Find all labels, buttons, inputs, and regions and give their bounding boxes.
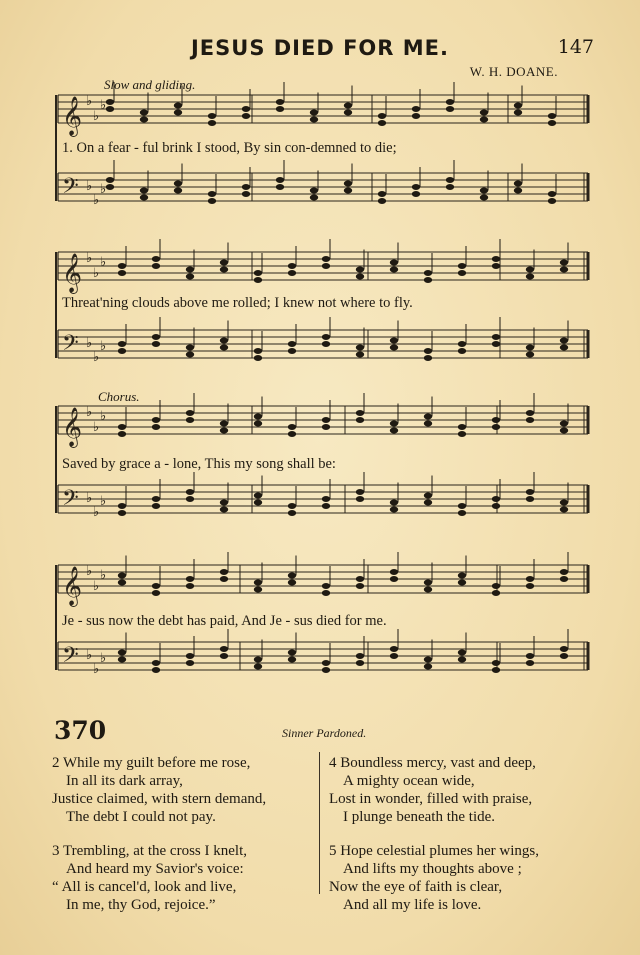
note-head — [288, 580, 296, 586]
note-head — [118, 510, 126, 516]
note-head — [560, 500, 568, 506]
note-head — [446, 106, 454, 112]
note-head — [390, 260, 398, 266]
verse-line: 5 Hope celestial plumes her wings, — [329, 843, 539, 859]
treble-clef-icon: 𝄞 — [62, 566, 83, 606]
flat-icon: ♭ — [100, 494, 107, 509]
note-head — [242, 113, 250, 119]
note-head — [254, 580, 262, 586]
note-head — [220, 646, 228, 652]
note-head — [560, 646, 568, 652]
note-head — [208, 198, 216, 204]
note-head — [514, 181, 522, 187]
note-head — [526, 267, 534, 273]
verse-4 — [329, 754, 539, 826]
flat-icon: ♭ — [86, 564, 93, 579]
note-head — [152, 667, 160, 673]
note-head — [174, 103, 182, 109]
note-head — [526, 274, 534, 280]
note-head — [424, 348, 432, 354]
note-head — [186, 417, 194, 423]
note-head — [492, 341, 500, 347]
note-head — [186, 583, 194, 589]
note-head — [254, 277, 262, 283]
note-head — [242, 184, 250, 190]
note-head — [480, 110, 488, 116]
verse-2 — [52, 754, 266, 826]
note-head — [356, 267, 364, 273]
note-head — [288, 263, 296, 269]
flat-icon: ♭ — [86, 491, 93, 506]
flat-icon: ♭ — [86, 179, 93, 194]
note-head — [242, 106, 250, 112]
note-head — [152, 424, 160, 430]
note-head — [118, 348, 126, 354]
lyric-line-4: Je - sus now the debt has paid, And Je - sus died for me. — [62, 613, 387, 629]
note-head — [208, 120, 216, 126]
note-head — [424, 500, 432, 506]
note-head — [560, 428, 568, 434]
note-head — [390, 507, 398, 513]
note-head — [118, 424, 126, 430]
note-head — [458, 573, 466, 579]
note-head — [186, 345, 194, 351]
note-head — [140, 188, 148, 194]
note-head — [526, 489, 534, 495]
flat-icon: ♭ — [93, 579, 100, 594]
note-head — [424, 270, 432, 276]
note-head — [208, 113, 216, 119]
note-head — [152, 417, 160, 423]
note-head — [492, 503, 500, 509]
note-head — [152, 263, 160, 269]
note-head — [424, 421, 432, 427]
note-head — [152, 590, 160, 596]
note-head — [322, 590, 330, 596]
note-head — [548, 198, 556, 204]
flat-icon: ♭ — [100, 409, 107, 424]
verse-line: And all my life is love. — [343, 897, 482, 913]
note-head — [480, 117, 488, 123]
flat-icon: ♭ — [86, 251, 93, 266]
note-head — [356, 583, 364, 589]
note-head — [492, 256, 500, 262]
verse-5 — [329, 842, 539, 914]
note-head — [186, 496, 194, 502]
note-head — [254, 657, 262, 663]
note-head — [220, 507, 228, 513]
tempo-marking: Slow and gliding. — [104, 77, 196, 92]
note-head — [174, 188, 182, 194]
note-head — [152, 334, 160, 340]
note-head — [390, 421, 398, 427]
note-head — [288, 341, 296, 347]
note-head — [492, 660, 500, 666]
note-head — [390, 646, 398, 652]
note-head — [288, 270, 296, 276]
verse-line: “ All is cancel'd, look and live, — [52, 879, 237, 895]
note-head — [118, 650, 126, 656]
note-head — [322, 503, 330, 509]
note-head — [356, 417, 364, 423]
page-number: 147 — [557, 36, 594, 58]
note-head — [322, 667, 330, 673]
hymn-title: JESUS DIED FOR ME. — [190, 36, 449, 60]
note-head — [118, 431, 126, 437]
note-head — [560, 267, 568, 273]
note-head — [174, 181, 182, 187]
note-head — [322, 583, 330, 589]
note-head — [140, 110, 148, 116]
note-head — [514, 110, 522, 116]
note-head — [356, 496, 364, 502]
note-head — [378, 120, 386, 126]
note-head — [356, 352, 364, 358]
note-head — [548, 191, 556, 197]
note-head — [310, 110, 318, 116]
note-head — [220, 338, 228, 344]
note-head — [412, 113, 420, 119]
bass-clef-icon: 𝄢 — [62, 643, 79, 673]
note-head — [310, 117, 318, 123]
note-head — [288, 431, 296, 437]
composer-credit: W. H. DOANE. — [469, 64, 558, 79]
note-head — [276, 106, 284, 112]
note-head — [106, 177, 114, 183]
bass-clef-icon: 𝄢 — [62, 174, 79, 204]
note-head — [288, 573, 296, 579]
note-head — [560, 507, 568, 513]
treble-clef-icon: 𝄞 — [62, 253, 83, 293]
note-head — [492, 667, 500, 673]
flat-icon: ♭ — [86, 405, 93, 420]
chorus-marking: Chorus. — [98, 389, 140, 404]
verses-right-column — [329, 754, 539, 930]
note-head — [276, 99, 284, 105]
note-head — [526, 352, 534, 358]
flat-icon: ♭ — [100, 255, 107, 270]
note-head — [106, 184, 114, 190]
note-head — [220, 345, 228, 351]
verse-line: In all its dark array, — [66, 773, 183, 789]
verse-line: 4 Boundless mercy, vast and deep, — [329, 755, 536, 771]
note-head — [322, 424, 330, 430]
verse-line: Justice claimed, with stern demand, — [52, 791, 267, 807]
note-head — [424, 664, 432, 670]
note-head — [118, 573, 126, 579]
note-head — [458, 580, 466, 586]
note-head — [322, 660, 330, 666]
note-head — [458, 263, 466, 269]
note-head — [322, 417, 330, 423]
note-head — [548, 120, 556, 126]
note-head — [310, 188, 318, 194]
note-head — [310, 195, 318, 201]
note-head — [526, 345, 534, 351]
note-head — [288, 503, 296, 509]
bass-clef-icon: 𝄢 — [62, 331, 79, 361]
note-head — [458, 424, 466, 430]
flat-icon: ♭ — [93, 420, 100, 435]
note-head — [186, 660, 194, 666]
note-head — [288, 510, 296, 516]
note-head — [254, 500, 262, 506]
note-head — [118, 263, 126, 269]
note-head — [344, 181, 352, 187]
verse-line: Now the eye of faith is clear, — [329, 879, 503, 895]
flat-icon: ♭ — [100, 339, 107, 354]
note-head — [378, 198, 386, 204]
note-head — [560, 653, 568, 659]
note-head — [458, 341, 466, 347]
note-head — [118, 341, 126, 347]
note-head — [526, 653, 534, 659]
note-head — [514, 188, 522, 194]
note-head — [492, 590, 500, 596]
note-head — [106, 106, 114, 112]
lyric-line-3: Saved by grace a - lone, This my song shall be: — [62, 456, 336, 472]
note-head — [356, 660, 364, 666]
note-head — [186, 410, 194, 416]
flat-icon: ♭ — [86, 336, 93, 351]
note-head — [242, 191, 250, 197]
note-head — [276, 177, 284, 183]
note-head — [492, 424, 500, 430]
note-head — [344, 110, 352, 116]
note-head — [288, 424, 296, 430]
note-head — [446, 99, 454, 105]
note-head — [514, 103, 522, 109]
note-head — [526, 410, 534, 416]
note-head — [254, 421, 262, 427]
note-head — [378, 191, 386, 197]
note-head — [186, 489, 194, 495]
note-head — [322, 496, 330, 502]
note-head — [390, 576, 398, 582]
note-head — [186, 267, 194, 273]
verse-line: 3 Trembling, at the cross I knelt, — [52, 843, 247, 859]
note-head — [526, 496, 534, 502]
note-head — [458, 657, 466, 663]
note-head — [526, 576, 534, 582]
note-head — [254, 493, 262, 499]
hymn-number: 370 — [54, 716, 107, 745]
flat-icon: ♭ — [100, 98, 107, 113]
note-head — [390, 500, 398, 506]
note-head — [526, 417, 534, 423]
treble-clef-icon: 𝄞 — [62, 407, 83, 447]
note-head — [186, 352, 194, 358]
note-head — [220, 576, 228, 582]
note-head — [424, 414, 432, 420]
note-head — [492, 334, 500, 340]
verse-3 — [52, 842, 266, 914]
note-head — [288, 348, 296, 354]
note-head — [412, 184, 420, 190]
note-head — [560, 576, 568, 582]
note-head — [140, 195, 148, 201]
note-head — [254, 348, 262, 354]
verse-line: A mighty ocean wide, — [343, 773, 475, 789]
note-head — [424, 277, 432, 283]
note-head — [458, 431, 466, 437]
note-head — [560, 569, 568, 575]
note-head — [548, 113, 556, 119]
note-head — [480, 195, 488, 201]
note-head — [276, 184, 284, 190]
note-head — [526, 583, 534, 589]
note-head — [186, 653, 194, 659]
verse-line: I plunge beneath the tide. — [343, 809, 496, 825]
note-head — [118, 270, 126, 276]
note-head — [220, 260, 228, 266]
flat-icon: ♭ — [93, 505, 100, 520]
flat-icon: ♭ — [93, 109, 100, 124]
note-head — [458, 270, 466, 276]
note-head — [390, 338, 398, 344]
note-head — [322, 263, 330, 269]
treble-clef-icon: 𝄞 — [62, 96, 83, 136]
flat-icon: ♭ — [100, 182, 107, 197]
verse-line: Lost in wonder, filled with praise, — [329, 791, 533, 807]
note-head — [378, 113, 386, 119]
note-head — [390, 428, 398, 434]
note-head — [220, 267, 228, 273]
note-head — [424, 493, 432, 499]
flat-icon: ♭ — [86, 648, 93, 663]
note-head — [152, 496, 160, 502]
note-head — [390, 569, 398, 575]
note-head — [560, 345, 568, 351]
note-head — [220, 500, 228, 506]
verse-line: And lifts my thoughts above ; — [343, 861, 522, 877]
note-head — [344, 188, 352, 194]
note-head — [220, 653, 228, 659]
note-head — [288, 657, 296, 663]
note-head — [152, 256, 160, 262]
flat-icon: ♭ — [100, 568, 107, 583]
bass-clef-icon: 𝄢 — [62, 486, 79, 516]
note-head — [254, 270, 262, 276]
note-head — [458, 348, 466, 354]
note-head — [446, 177, 454, 183]
flat-icon: ♭ — [100, 651, 107, 666]
note-head — [140, 117, 148, 123]
note-head — [174, 110, 182, 116]
note-head — [390, 267, 398, 273]
note-head — [254, 587, 262, 593]
note-head — [254, 664, 262, 670]
note-head — [118, 657, 126, 663]
verses-left-column — [52, 754, 266, 930]
note-head — [458, 650, 466, 656]
note-head — [208, 191, 216, 197]
note-head — [254, 414, 262, 420]
note-head — [356, 410, 364, 416]
flat-icon: ♭ — [93, 350, 100, 365]
note-head — [322, 256, 330, 262]
verse-line: 2 While my guilt before me rose, — [52, 755, 251, 771]
note-head — [412, 106, 420, 112]
note-head — [118, 503, 126, 509]
note-head — [288, 650, 296, 656]
note-head — [458, 510, 466, 516]
note-head — [254, 355, 262, 361]
note-head — [356, 653, 364, 659]
note-head — [492, 263, 500, 269]
note-head — [344, 103, 352, 109]
note-head — [412, 191, 420, 197]
note-head — [492, 496, 500, 502]
flat-icon: ♭ — [93, 266, 100, 281]
note-head — [424, 657, 432, 663]
note-head — [390, 345, 398, 351]
note-head — [446, 184, 454, 190]
verse-line: And heard my Savior's voice: — [66, 861, 244, 877]
note-head — [322, 341, 330, 347]
note-head — [186, 576, 194, 582]
note-head — [356, 489, 364, 495]
note-head — [424, 587, 432, 593]
note-head — [424, 355, 432, 361]
note-head — [560, 338, 568, 344]
note-head — [152, 660, 160, 666]
note-head — [106, 99, 114, 105]
note-head — [152, 503, 160, 509]
note-head — [560, 260, 568, 266]
note-head — [492, 583, 500, 589]
note-head — [220, 421, 228, 427]
note-head — [458, 503, 466, 509]
note-head — [390, 653, 398, 659]
flat-icon: ♭ — [93, 662, 100, 677]
note-head — [356, 274, 364, 280]
note-head — [480, 188, 488, 194]
note-head — [560, 421, 568, 427]
note-head — [152, 583, 160, 589]
lyric-line-1: 1. On a fear - ful brink I stood, By sin con-demned to die; — [62, 140, 397, 156]
flat-icon: ♭ — [93, 193, 100, 208]
column-divider — [319, 752, 320, 894]
note-head — [526, 660, 534, 666]
note-head — [152, 341, 160, 347]
note-head — [220, 569, 228, 575]
note-head — [424, 580, 432, 586]
verse-line: In me, thy God, rejoice.” — [66, 897, 216, 913]
note-head — [118, 580, 126, 586]
hymn-subtitle: Sinner Pardoned. — [282, 726, 367, 740]
verse-line: The debt I could not pay. — [66, 809, 216, 825]
note-head — [322, 334, 330, 340]
flat-icon: ♭ — [86, 94, 93, 109]
note-head — [356, 345, 364, 351]
note-head — [492, 417, 500, 423]
note-head — [220, 428, 228, 434]
lyric-line-2: Threat'ning clouds above me rolled; I knew not where to fly. — [62, 295, 413, 311]
note-head — [356, 576, 364, 582]
note-head — [186, 274, 194, 280]
